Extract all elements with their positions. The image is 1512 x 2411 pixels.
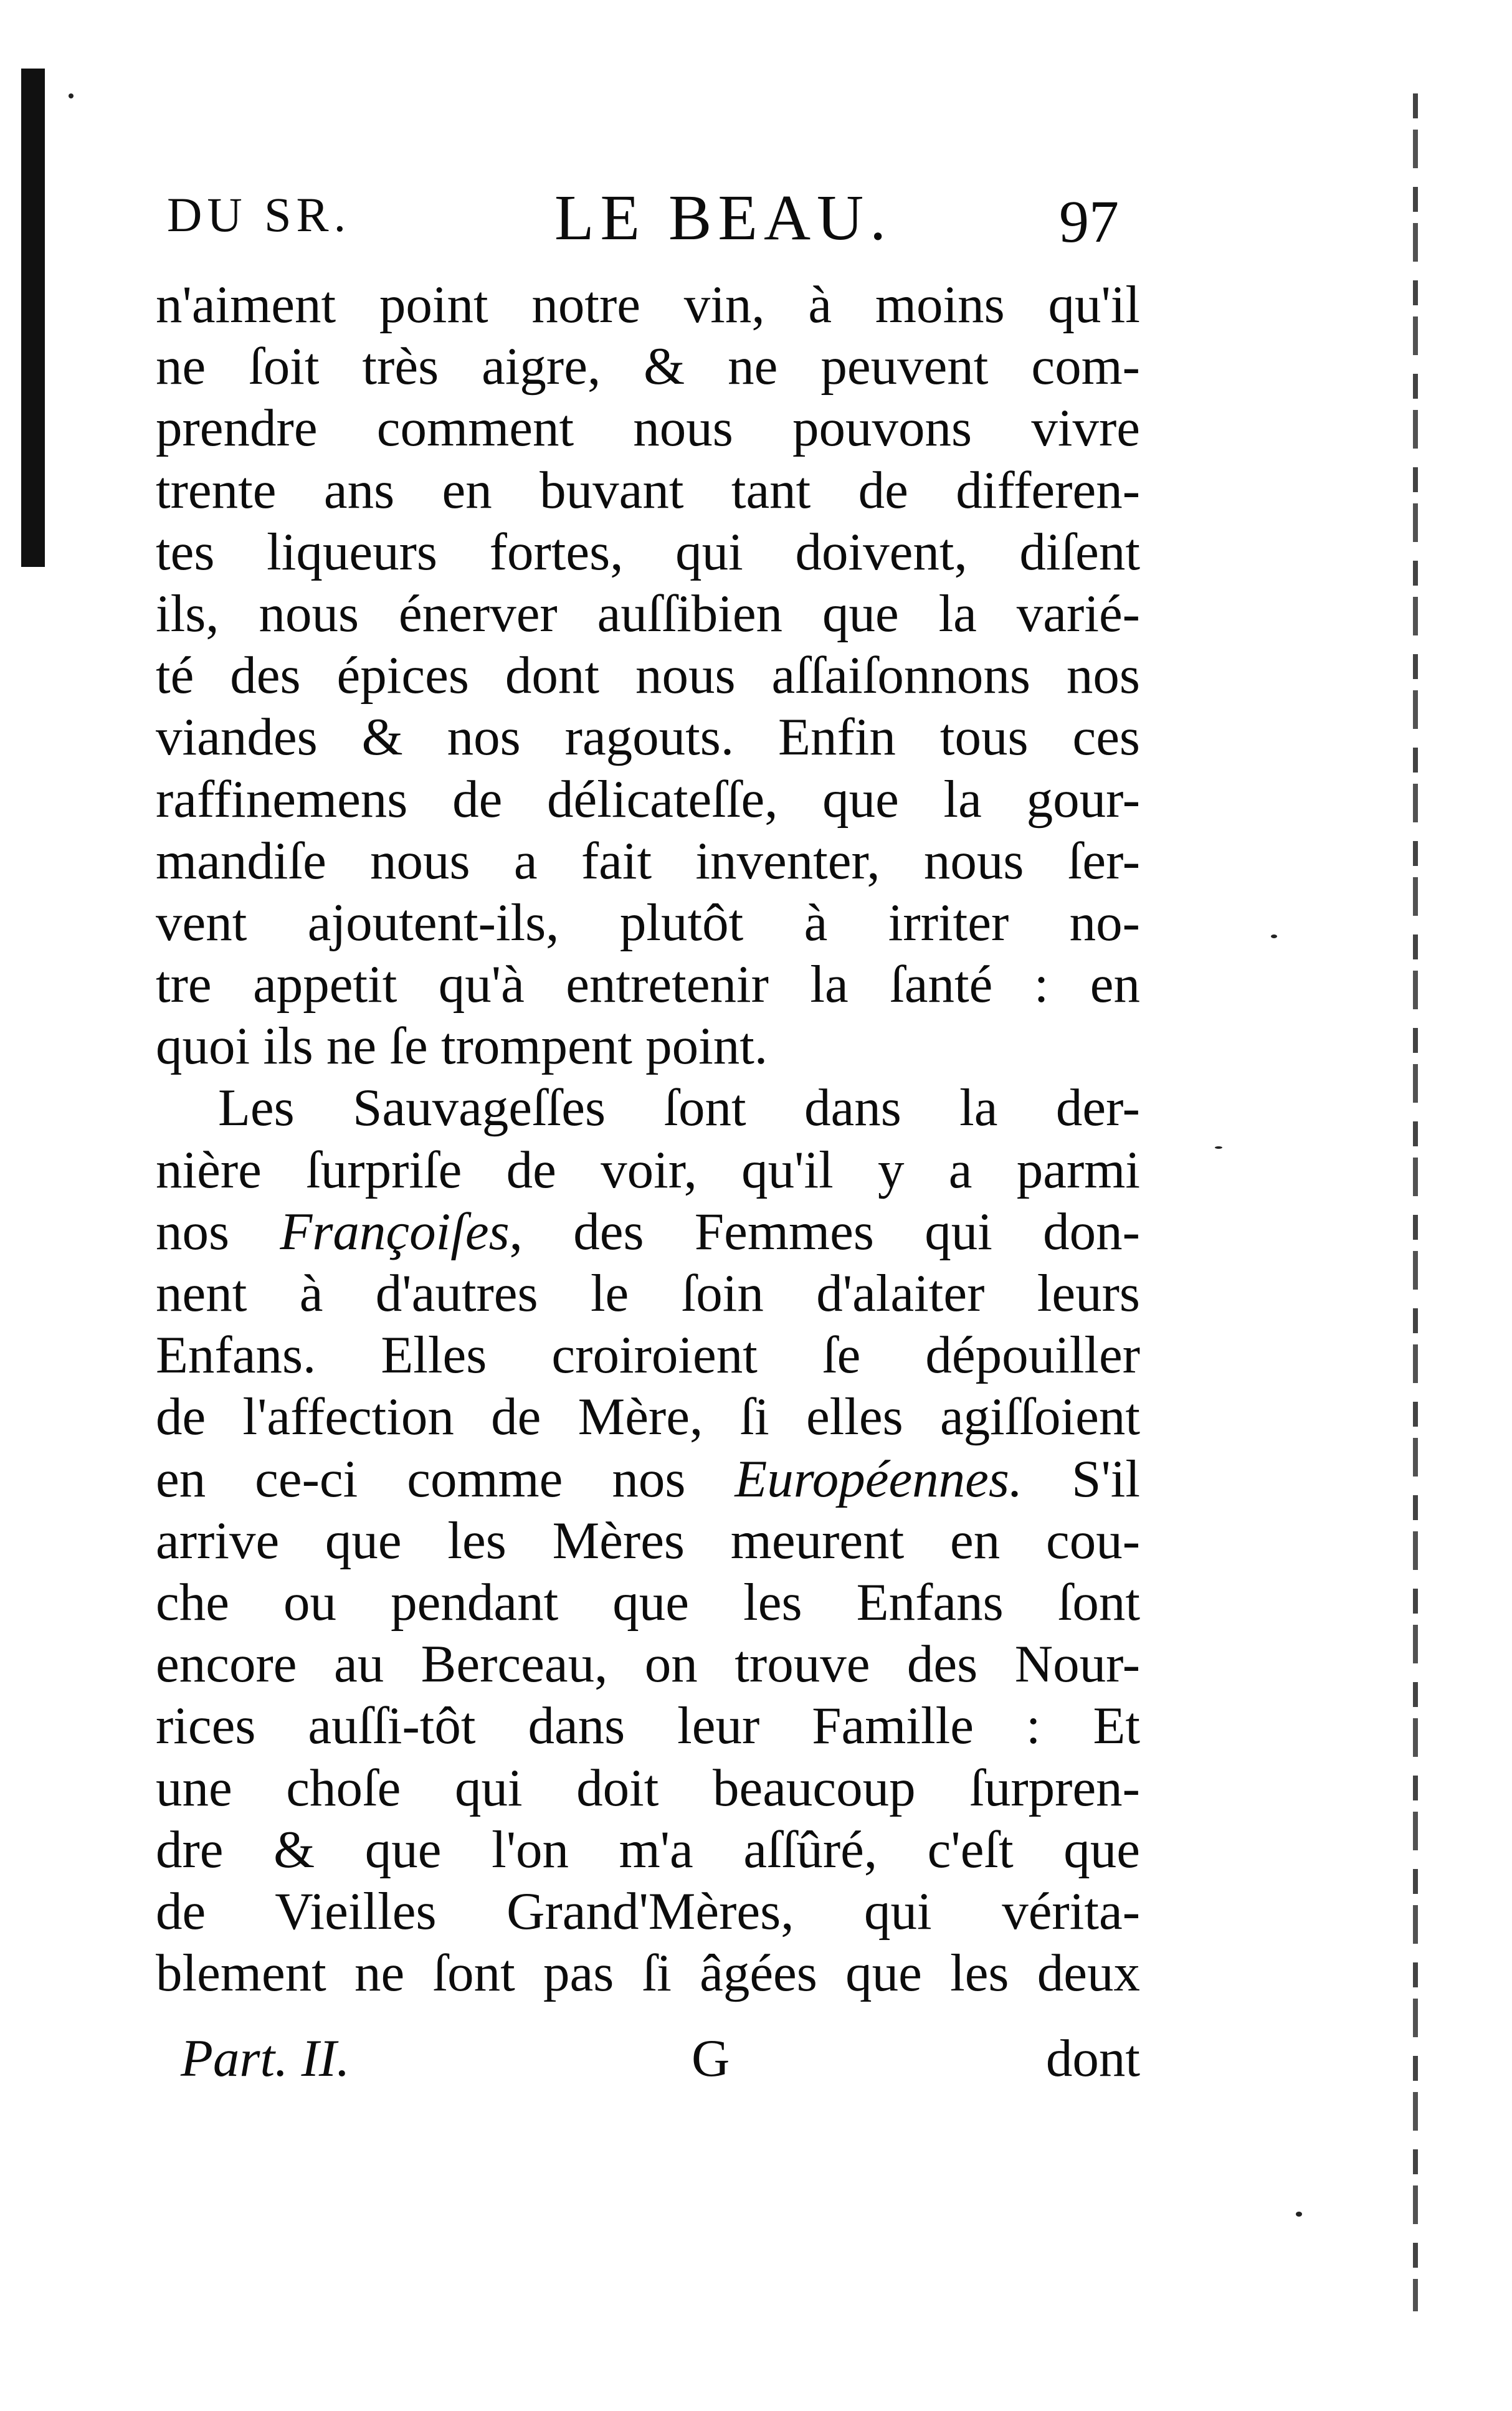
text-line: ils, nous énerver auſſibien que la varié- [156,584,1140,643]
italic-word: Françoiſes [280,1202,510,1261]
running-head-left: DU SR. [167,188,351,242]
text-line: che ou pendant que les Enfans ſont [156,1572,1140,1632]
catchword: dont [1045,2029,1140,2088]
part-marker: Part. II. [181,2029,350,2088]
text-line: viandes & nos ragouts. Enfin tous ces [156,708,1140,767]
page-number: 97 [1059,188,1119,255]
ink-speck [69,93,74,98]
page-footer [156,2028,1140,2096]
scan-binding-shadow [21,69,45,567]
text-line: tes liqueurs fortes, qui doivent, diſent [156,522,1140,581]
text-line: vent ajoutent-ils, plutôt à irriter no- [156,893,1140,952]
text-line: nent à d'autres le ſoin d'alaiter leurs [156,1264,1140,1323]
text-fragment: S'il [1022,1449,1140,1508]
text-line: n'aiment point notre vin, à moins qu'il [156,275,1140,334]
text-line: nière ſurpriſe de voir, qu'il y a parmi [156,1140,1140,1199]
body-text [156,274,1140,2004]
text-line-italic [156,1448,1140,1510]
text-fragment: nos [156,1202,280,1261]
ink-speck [1296,2212,1302,2217]
text-line: trente ans en buvant tant de differen- [156,460,1140,520]
text-line: Enfans. Elles croiroient ſe dépouiller [156,1326,1140,1385]
text-line-italic [156,1201,1140,1263]
signature-mark: G [692,2029,730,2088]
text-fragment: en ce-ci comme nos [156,1449,735,1508]
page-edge-shadow [1413,93,1418,2311]
text-line: prendre comment nous pouvons vivre [156,399,1140,458]
text-line: té des épices dont nous aſſaiſonnons nos [156,646,1140,705]
italic-word: Européennes. [735,1449,1023,1508]
text-line: quoi ils ne ſe trompent point. [156,1017,768,1076]
text-line: arrive que les Mères meurent en cou- [156,1511,1140,1570]
ink-speck [1271,934,1277,938]
text-line: de l'affection de Mère, ſi elles agiſſoient [156,1387,1140,1447]
text-fragment: , des Femmes qui don- [509,1202,1140,1261]
text-line: ne ſoit très aigre, & ne peuvent com- [156,337,1140,396]
text-line: tre appetit qu'à entretenir la ſanté : en [156,955,1140,1014]
text-line: une choſe qui doit beaucoup ſurpren- [156,1758,1140,1817]
ink-speck [1215,1146,1222,1149]
text-line: blement ne ſont pas ſi âgées que les deux [156,1944,1140,2003]
text-line: Les Sauvageſſes ſont dans la der- [218,1078,1140,1138]
running-head-title: LE BEAU. [554,182,893,254]
text-line: rices auſſi-tôt dans leur Famille : Et [156,1696,1140,1756]
text-line: encore au Berceau, on trouve des Nour- [156,1635,1140,1694]
text-line: de Vieilles Grand'Mères, qui vérita- [156,1881,1140,1941]
text-line: dre & que l'on m'a aſſûré, c'eſt que [156,1820,1140,1879]
text-line: mandiſe nous a fait inventer, nous ſer- [156,831,1140,890]
text-line: raffinemens de délicateſſe, que la gour- [156,769,1140,829]
